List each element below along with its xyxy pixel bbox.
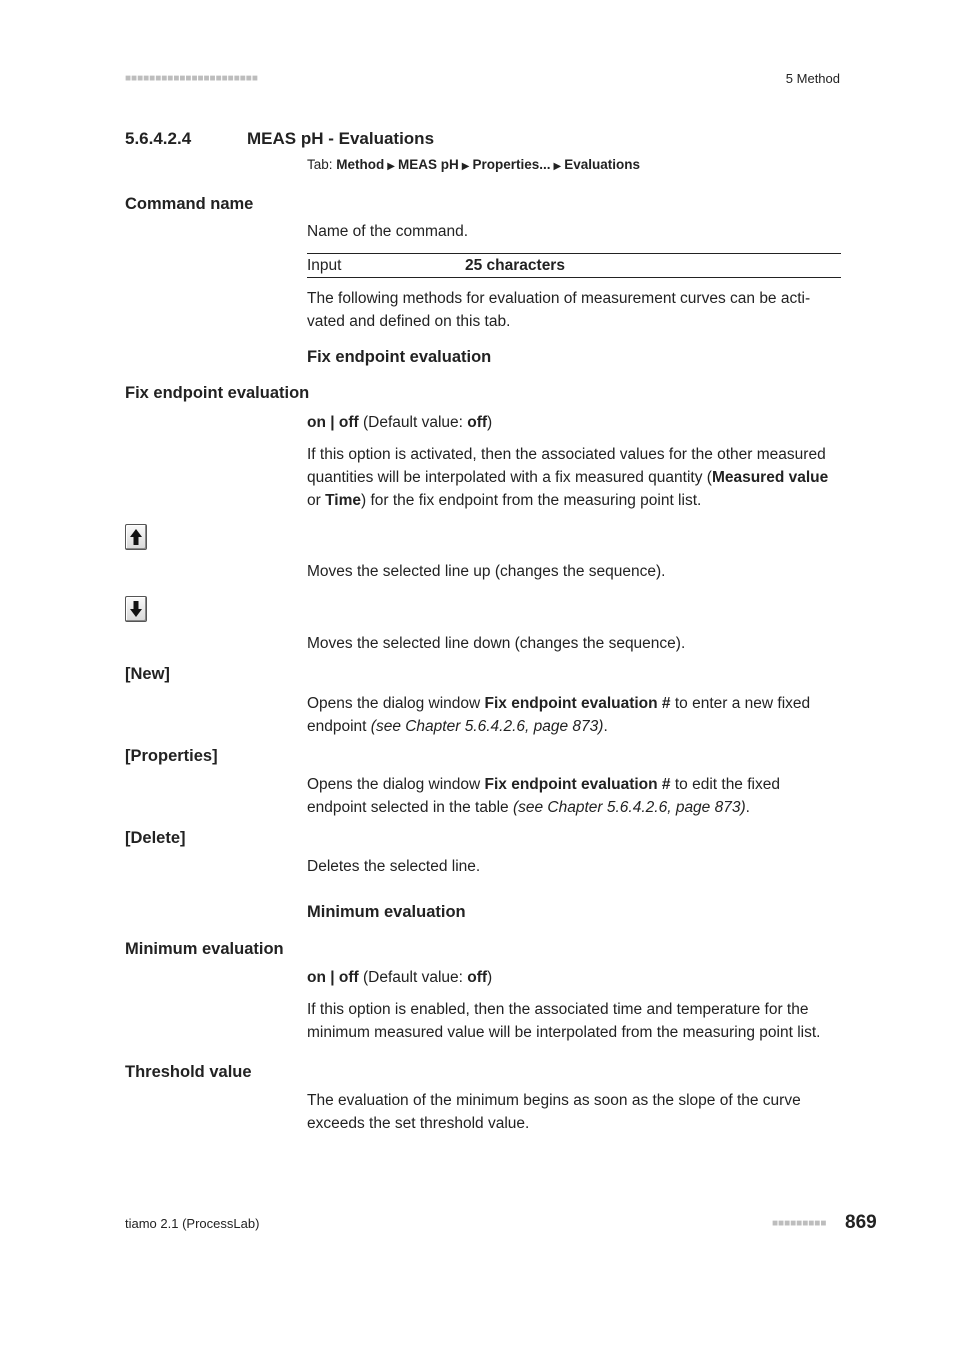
header-section: 5 Method — [785, 71, 840, 86]
minimum-description: If this option is enabled, then the associated time and temperature for the minimum measured value will be interpolated from the measuring point list. — [307, 1001, 821, 1041]
minimum-values — [307, 966, 842, 989]
desc-text: . — [745, 799, 750, 816]
fix-endpoint-values — [307, 411, 842, 434]
fix-endpoint-label: Fix endpoint evaluation — [125, 384, 310, 402]
properties-button-label: [Properties] — [125, 747, 218, 765]
value-separator: | — [325, 969, 339, 986]
desc-bold-dialog: Fix endpoint evaluation # — [484, 776, 671, 793]
desc-text: or — [307, 492, 326, 509]
tab-path-separator: ▶ — [461, 161, 470, 172]
desc-text: to enter a new fixed endpoint — [307, 695, 811, 735]
tab-path-prefix: Tab: — [307, 157, 333, 172]
page-number: 869 — [845, 1212, 877, 1233]
evaluations-intro: The following methods for evaluation of measurement curves can be acti-vated and defined on this tab. — [307, 290, 811, 330]
new-description — [307, 692, 842, 738]
new-button-label: [New] — [125, 665, 170, 683]
desc-bold-measured-value: Measured value — [711, 469, 829, 486]
tab-path-separator: ▶ — [553, 161, 562, 172]
tab-path-item-properties: Properties... — [472, 157, 551, 172]
value-on: on — [307, 969, 326, 986]
threshold-description: The evaluation of the minimum begins as soon as the slope of the curve exceeds the set threshold value. — [307, 1092, 801, 1132]
value-off: off — [338, 414, 359, 431]
minimum-subheading: Minimum evaluation — [307, 903, 466, 921]
move-up-description: Moves the selected line up (changes the sequence). — [307, 563, 666, 580]
move-down-description: Moves the selected line down (changes the sequence). — [307, 635, 686, 652]
desc-bold-dialog: Fix endpoint evaluation # — [484, 695, 671, 712]
chapter-reference-link[interactable]: (see Chapter 5.6.4.2.6, page 873) — [512, 799, 746, 816]
default-value: off — [467, 414, 488, 431]
tab-path — [307, 157, 640, 172]
tab-path-separator: ▶ — [387, 161, 395, 172]
default-suffix: ) — [487, 969, 493, 986]
desc-text: . — [603, 718, 608, 735]
move-down-button[interactable] — [125, 596, 147, 622]
default-value: off — [467, 969, 488, 986]
tab-path-item-method: Method — [336, 157, 385, 172]
footer-dots: ■■■■■■■■■ — [772, 1218, 827, 1229]
tab-path-item-meas-ph: MEAS pH — [398, 157, 459, 172]
fix-endpoint-subheading: Fix endpoint evaluation — [307, 348, 492, 366]
arrow-up-icon — [129, 528, 143, 546]
move-up-button[interactable] — [125, 524, 147, 550]
footer-product: tiamo 2.1 (ProcessLab) — [125, 1216, 260, 1231]
delete-button-label: [Delete] — [125, 829, 186, 847]
desc-text: If this option is activated, then the associated values for the other measured quantities will be interpolated with a fix measured quantity ( — [307, 446, 826, 486]
chapter-reference-link[interactable]: (see Chapter 5.6.4.2.6, page 873) — [370, 718, 604, 735]
value-separator: | — [325, 414, 339, 431]
desc-text: Opens the dialog window — [307, 776, 485, 793]
threshold-label: Threshold value — [125, 1063, 252, 1081]
delete-description: Deletes the selected line. — [307, 858, 481, 875]
command-name-label: Command name — [125, 195, 254, 213]
header-dots: ■■■■■■■■■■■■■■■■■■■■■■ — [125, 73, 258, 84]
table-bottom-rule — [307, 277, 841, 278]
command-name-description: Name of the command. — [307, 223, 469, 240]
default-prefix: (Default value: — [358, 969, 468, 986]
desc-text: Opens the dialog window — [307, 695, 485, 712]
fix-endpoint-description — [307, 443, 842, 512]
section-title: MEAS pH - Evaluations — [247, 129, 435, 148]
value-off: off — [338, 969, 359, 986]
default-prefix: (Default value: — [358, 414, 468, 431]
desc-text: ) for the fix endpoint from the measuring point list. — [361, 492, 702, 509]
default-suffix: ) — [487, 414, 493, 431]
properties-description — [307, 773, 842, 819]
section-number: 5.6.4.2.4 — [125, 129, 192, 148]
desc-text: to edit the fixed endpoint selected in the table — [307, 776, 780, 816]
value-on: on — [307, 414, 326, 431]
input-table-value: 25 characters — [465, 257, 565, 274]
arrow-down-icon — [129, 600, 143, 618]
minimum-label: Minimum evaluation — [125, 940, 284, 958]
desc-bold-time: Time — [325, 492, 361, 509]
input-table-key: Input — [307, 257, 342, 274]
tab-path-item-evaluations: Evaluations — [564, 157, 640, 172]
